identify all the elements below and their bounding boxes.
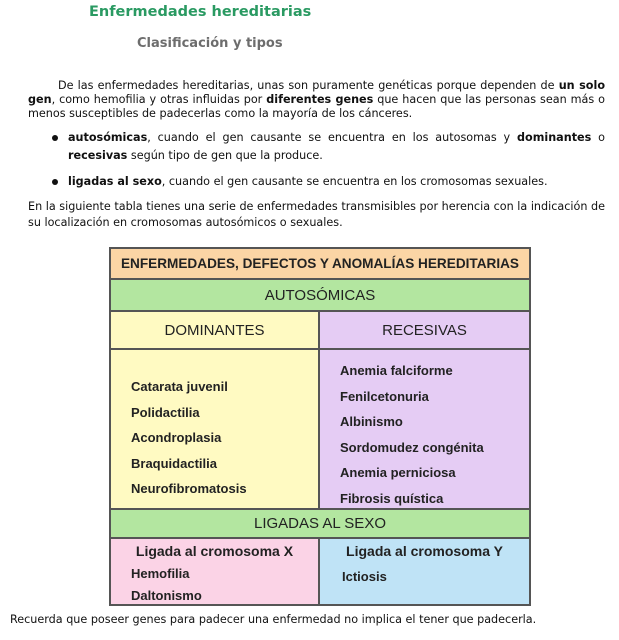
list-item: Acondroplasia	[131, 430, 222, 445]
page-subtitle: Clasificación y tipos	[137, 36, 283, 51]
intro-text-2: , como hemofilia y otras influidas por	[51, 93, 267, 106]
autosomicas-header: AUTOSÓMICAS	[111, 280, 529, 312]
footer-note: Recuerda que poseer genes para padecer una enfermedad no implica el tener que padecerla.	[10, 613, 537, 626]
bullet-dot-icon	[52, 179, 58, 185]
cromosoma-y-list-cell	[320, 563, 529, 604]
page-title: Enfermedades hereditarias	[89, 4, 312, 20]
cromosoma-x-list-cell	[111, 563, 320, 604]
ligadas-header: LIGADAS AL SEXO	[111, 510, 529, 539]
intro-text-1: De las enfermedades hereditarias, unas son puramente genéticas porque dependen de	[58, 79, 559, 92]
list-item: Catarata juvenil	[131, 379, 228, 394]
intro-paragraph	[28, 79, 605, 121]
bullet-autosomicas	[68, 129, 605, 164]
list-item: Daltonismo	[131, 588, 202, 603]
dominantes-header: DOMINANTES	[111, 312, 320, 350]
table-header: ENFERMEDADES, DEFECTOS Y ANOMALÍAS HEREDITARIAS	[111, 249, 529, 280]
cromosoma-x-header: Ligada al cromosoma X	[111, 539, 320, 563]
list-item: Anemia falciforme	[340, 363, 453, 378]
list-item: Polidactilia	[131, 404, 200, 420]
intro-text-3: que hacen que las personas sean más o menos susceptibles de padecerlas como la mayoría de los cánceres.	[28, 93, 605, 120]
cromosoma-y-list	[342, 566, 387, 588]
list-item: Neurofibromatosis	[131, 481, 247, 496]
list-item: Anemia perniciosa	[340, 465, 456, 480]
bullet-text: , cuando el gen causante se encuentra en los autosomas y	[147, 131, 518, 144]
list-item: Hemofilia	[131, 566, 190, 581]
cromosoma-x-list	[131, 563, 202, 607]
list-item: Sordomudez congénita	[340, 439, 484, 455]
intro-bold-1: un solo gen	[28, 79, 605, 106]
recesivas-list-cell	[320, 350, 529, 510]
bullet-bold: recesivas	[68, 148, 128, 162]
list-item: Fenilcetonuria	[340, 388, 429, 404]
recesivas-list	[340, 358, 484, 511]
recesivas-header: RECESIVAS	[320, 312, 529, 350]
list-item: Albinismo	[340, 414, 403, 429]
bullet-text: , cuando el gen causante se encuentra en los cromosomas sexuales.	[161, 175, 548, 188]
bullet-text: o	[591, 131, 605, 144]
bullet-ligadas	[68, 173, 605, 191]
list-item: Fibrosis quística	[340, 490, 444, 506]
bullet-bold: autosómicas	[68, 131, 148, 144]
list-item: Ictiosis	[342, 569, 387, 584]
bullet-bold: ligadas al sexo	[68, 175, 162, 188]
bullet-bold: dominantes	[517, 131, 592, 144]
bullet-text: según tipo de gen que la produce.	[127, 148, 323, 162]
cromosoma-y-header: Ligada al cromosoma Y	[320, 539, 529, 563]
list-item: Braquidactilia	[131, 455, 217, 471]
dominantes-list	[131, 374, 247, 502]
intro-bold-2: diferentes genes	[266, 93, 374, 106]
dominantes-list-cell	[111, 350, 320, 510]
hereditary-diseases-table	[109, 247, 531, 606]
bullet-dot-icon	[52, 135, 58, 141]
table-intro-paragraph: En la siguiente tabla tienes una serie de enfermedades transmisibles por herencia con la indicación de su localización en cromosomas autosómicos o sexuales.	[28, 200, 605, 229]
